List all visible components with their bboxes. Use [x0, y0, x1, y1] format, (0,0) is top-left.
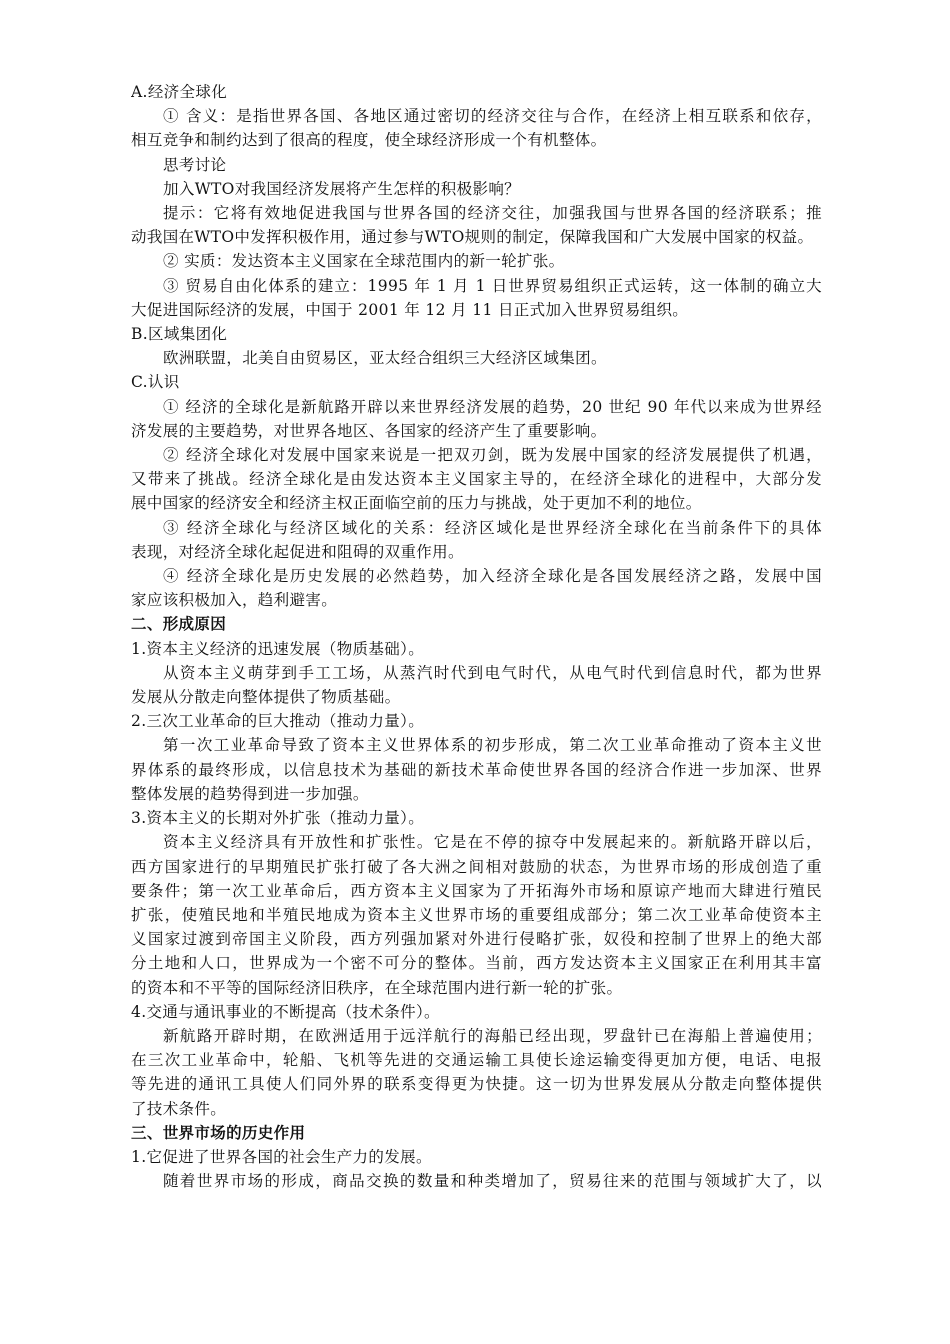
text-line: 义国家过渡到帝国主义阶段，西方列强加紧对外进行侵略扩张，奴役和控制了世界上的绝大部	[131, 930, 822, 949]
text-line: 家应该积极加入，趋利避害。	[131, 591, 338, 610]
text-line: 从资本主义萌芽到手工工场，从蒸汽时代到电气时代，从电气时代到信息时代，都为世界	[163, 663, 822, 682]
text-line: B.区域集团化	[131, 325, 228, 344]
text-line: 要条件；第一次工业革命后，西方资本主义国家为了开拓海外市场和原谅产地而大肆进行殖民	[131, 881, 822, 900]
section-heading: 三、世界市场的历史作用	[131, 1123, 306, 1142]
text-line: 欧洲联盟，北美自由贸易区，亚太经合组织三大经济区域集团。	[163, 349, 607, 368]
text-line: ① 含义：是指世界各国、各地区通过密切的经济交往与合作，在经济上相互联系和依存，	[163, 107, 822, 126]
text-line: 动我国在WTO中发挥积极作用，通过参与WTO规则的制定，保障我国和广大发展中国家的权益。	[131, 228, 814, 247]
text-line: ③ 经济全球化与经济区域化的关系：经济区域化是世界经济全球化在当前条件下的具体	[163, 518, 822, 537]
text-line: 分土地和人口，世界成为一个密不可分的整体。当前，西方发达资本主义国家正在利用其丰富	[131, 954, 822, 973]
text-line: 加入WTO对我国经济发展将产生怎样的积极影响？	[163, 179, 521, 198]
text-line: 大促进国际经济的发展，中国于 2001 年 12 月 11 日正式加入世界贸易组织。	[131, 300, 689, 319]
text-line: 1.资本主义经济的迅速发展（物质基础）。	[131, 639, 425, 658]
text-line: 第一次工业革命导致了资本主义世界体系的初步形成，第二次工业革命推动了资本主义世	[163, 736, 822, 755]
text-line: 展中国家的经济安全和经济主权正面临空前的压力与挑战，处于更加不利的地位。	[131, 494, 702, 513]
text-line: ④ 经济全球化是历史发展的必然趋势，加入经济全球化是各国发展经济之路，发展中国	[163, 567, 822, 586]
text-line: 4.交通与通讯事业的不断提高（技术条件）。	[131, 1002, 440, 1021]
text-line: C.认识	[131, 373, 180, 392]
text-line: 发展从分散走向整体提供了物质基础。	[131, 688, 401, 707]
text-line: 界体系的最终形成，以信息技术为基础的新技术革命使世界各国的经济合作进一步加深、世界	[131, 760, 822, 779]
text-line: 3.资本主义的长期对外扩张（推动力量）。	[131, 809, 425, 828]
text-line: ② 实质：发达资本主义国家在全球范围内的新一轮扩张。	[163, 252, 565, 271]
text-line: 整体发展的趋势得到进一步加强。	[131, 784, 369, 803]
text-line: 表现，对经济全球化起促进和阻碍的双重作用。	[131, 542, 464, 561]
text-line: 了技术条件。	[131, 1099, 227, 1118]
text-line: 1.它促进了世界各国的社会生产力的发展。	[131, 1147, 432, 1166]
text-line: 的资本和不平等的国际经济旧秩序，在全球范围内进行新一轮的扩张。	[131, 978, 623, 997]
text-line: ③ 贸易自由化体系的建立：1995 年 1 月 1 日世界贸易组织正式运转，这一体制的确立大	[163, 276, 822, 295]
text-line: 扩张，使殖民地和半殖民地成为资本主义世界市场的重要组成部分；第二次工业革命使资本主	[131, 905, 822, 924]
text-line: 随着世界市场的形成，商品交换的数量和种类增加了，贸易往来的范围与领域扩大了，以	[163, 1172, 822, 1191]
text-line: ② 经济全球化对发展中国家来说是一把双刃剑，既为发展中国家的经济发展提供了机遇，	[163, 446, 822, 465]
text-line: 新航路开辟时期，在欧洲适用于远洋航行的海船已经出现，罗盘针已在海船上普遍使用；	[163, 1026, 822, 1045]
text-line: 提示：它将有效地促进我国与世界各国的经济交往，加强我国与世界各国的经济联系；推	[163, 204, 822, 223]
text-line: 等先进的通讯工具使人们同外界的联系变得更为快捷。这一切为世界发展从分散走向整体提供	[131, 1075, 822, 1094]
text-line: 思考讨论	[163, 155, 227, 174]
text-line: ① 经济的全球化是新航路开辟以来世界经济发展的趋势，20 世纪 90 年代以来成为世界经	[163, 397, 822, 416]
section-heading: 二、形成原因	[131, 615, 227, 634]
text-line: 相互竞争和制约达到了很高的程度，使全球经济形成一个有机整体。	[131, 131, 607, 150]
text-line: A.经济全球化	[131, 83, 228, 101]
text-line: 2.三次工业革命的巨大推动（推动力量）。	[131, 712, 425, 731]
text-line: 在三次工业革命中，轮船、飞机等先进的交通运输工具使长途运输变得更加方便，电话、电报	[131, 1051, 822, 1070]
text-line: 资本主义经济具有开放性和扩张性。它是在不停的掠夺中发展起来的。新航路开辟以后，	[163, 833, 822, 852]
text-line: 济发展的主要趋势，对世界各地区、各国家的经济产生了重要影响。	[131, 421, 607, 440]
text-line: 西方国家进行的早期殖民扩张打破了各大洲之间相对鼓励的状态，为世界市场的形成创造了重	[131, 857, 822, 876]
text-line: 又带来了挑战。经济全球化是由发达资本主义国家主导的，在经济全球化的进程中，大部分发	[131, 470, 822, 489]
